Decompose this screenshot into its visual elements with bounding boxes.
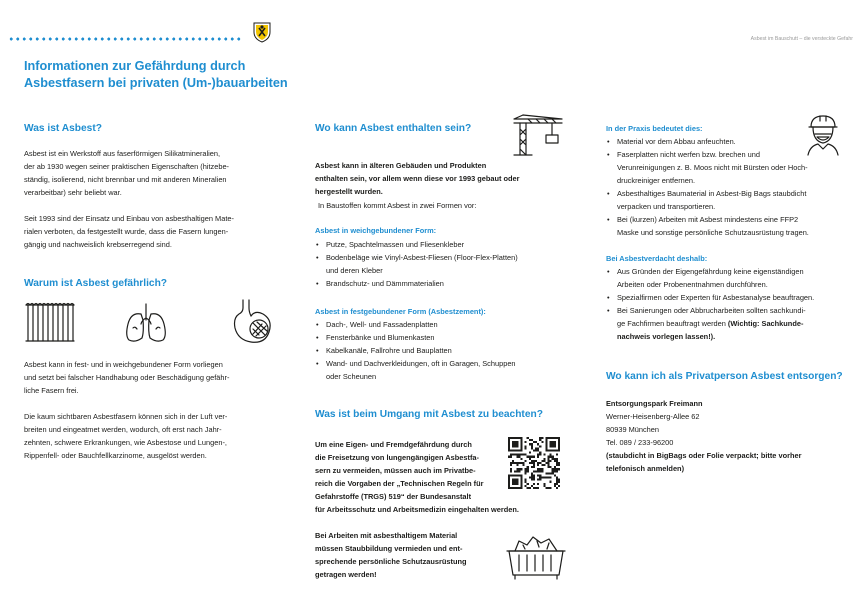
dotted-header-line — [8, 37, 243, 41]
suspicion-list — [606, 265, 814, 343]
disposal-address — [606, 397, 801, 475]
where-contained-heading: Wo kann Asbest enthalten sein? — [315, 123, 472, 134]
list-item: • Faserplatten nicht werfen bzw. brechen und Verunreinigungen z. B. Moos nicht mit Bürsten oder Hoch- druckreiniger entfernen. — [606, 148, 809, 187]
page-title-line: Informationen zur Gefährdung durch — [24, 59, 246, 73]
tower-crane-icon — [512, 113, 564, 157]
what-is-asbestos-heading: Was ist Asbest? — [24, 123, 102, 134]
list-item: • Asbesthaltiges Baumaterial in Asbest-Big Bags staubdicht verpacken und transportieren. — [606, 187, 809, 213]
weak-bound-list — [315, 238, 518, 290]
list-item: • Bei (kurzen) Arbeiten mit Asbest mindestens eine FFP2 Maske und sonstige persönliche Schutzausrüstung tragen. — [606, 213, 809, 239]
what-is-asbestos-paragraph-2: Seit 1993 sind der Einsatz und Einbau von asbesthaltigen Mate- rialen verboten, da festgestellt wurde, dass die Fasern lungen- gängig und nachweislich krebserregend sind. — [24, 214, 234, 249]
corrugated-sheet-icon — [24, 302, 76, 344]
practice-subheading: In der Praxis bedeutet dies: — [606, 124, 703, 133]
list-item: • Bei Sanierungen oder Abbrucharbeiten sollten sachkundi- ge Fachfirmen beauftragt werden (Wichtig: Sachkunde- nachweis vorlegen lassen!). — [606, 304, 814, 343]
handling-paragraph-2: Bei Arbeiten mit asbesthaltigem Material müssen Staubbildung vermieden und ent- sprechende persönliche Schutzausrüstung getragen werden! — [315, 531, 467, 579]
disposal-heading: Wo kann ich als Privatperson Asbest entsorgen? — [606, 371, 843, 382]
where-contained-intro: In Baustoffen kommt Asbest in zwei Formen vor: — [318, 201, 477, 210]
list-item: • Dach-, Well- und Fassadenplatten — [315, 318, 516, 331]
solid-bound-list — [315, 318, 516, 383]
list-item-line: ge Fachfirmen beauftragt werden (Wichtig: Sachkunde- — [617, 319, 804, 328]
facility-city: 80939 München — [606, 425, 660, 434]
suspicion-subheading: Bei Asbestverdacht deshalb: — [606, 254, 708, 263]
why-dangerous-paragraph-2: Die kaum sichtbaren Asbestfasern können sich in der Luft ver- breiten und eingeatmet werden, wodurch, oft erst nach Jahr- zehnten, schwere Erkrankungen, wie Asbestose und Lungen-, Rippenfell- oder Bauchfellkarzinome, ausgelöst werden. — [24, 412, 228, 460]
list-item: • Brandschutz- und Dämmmaterialien — [315, 277, 518, 290]
list-item: • Kabelkanäle, Fallrohre und Bauplatten — [315, 344, 516, 357]
waste-container-icon — [505, 531, 567, 581]
handling-heading: Was ist beim Umgang mit Asbest zu beachten? — [315, 409, 543, 420]
where-contained-bold-paragraph: Asbest kann in älteren Gebäuden und Produkten enthalten sein, vor allem wenn diese vor 1993 gebaut oder hergestellt wurden. — [315, 161, 520, 196]
page-title — [24, 58, 324, 92]
list-item: • Material vor dem Abbau anfeuchten. — [606, 135, 809, 148]
list-item: • Spezialfirmen oder Experten für Asbestanalyse beauftragen. — [606, 291, 814, 304]
handling-paragraph-1: Um eine Eigen- und Fremdgefährdung durch die Freisetzung von lungengängigen Asbestfa- sern zu vermeiden, müssen auch im Privatbe- reich die Vorgaben der „Technischen Regeln für Gefahrstoffe (TRGS) 519“ der Bundesanstalt für Arbeitsschutz und Arbeitsmedizin eingehalten werden. — [315, 440, 519, 514]
practice-list — [606, 135, 809, 239]
why-dangerous-heading: Warum ist Asbest gefährlich? — [24, 278, 168, 289]
lungs-icon — [123, 302, 169, 344]
facility-note: (staubdicht in BigBags oder Folie verpackt; bitte vorher — [606, 451, 802, 460]
why-dangerous-paragraph-1: Asbest kann in fest- und in weichgebundener Form vorliegen und setzt bei falscher Handhabung oder Beschädigung gefähr- liche Fasern frei. — [24, 360, 230, 395]
page-title-line: Asbestfasern bei privaten (Um-)bauarbeiten — [24, 76, 288, 90]
running-head: Asbest im Bauschutt – die versteckte Gefahr — [750, 36, 853, 42]
list-item: • Bodenbeläge wie Vinyl-Asbest-Fliesen (Floor-Flex-Platten) und deren Kleber — [315, 251, 518, 277]
facility-name: Entsorgungspark Freimann — [606, 399, 703, 408]
protective-mask-worker-icon — [806, 113, 840, 157]
stomach-icon — [229, 298, 275, 346]
what-is-asbestos-paragraph-1: Asbest ist ein Werkstoff aus faserförmigen Silikatmineralien, der ab 1930 wegen seiner praktischen Eigenschaften (hitzebe- ständig, isolierend, nicht brennbar und mit anderen Mineralien verarbeitbar) sehr beliebt war. — [24, 149, 230, 197]
list-item: • Putze, Spachtelmassen und Fliesenkleber — [315, 238, 518, 251]
weak-bound-subheading: Asbest in weichgebundener Form: — [315, 226, 437, 235]
qr-code-icon[interactable] — [508, 437, 560, 489]
facility-note: telefonisch anmelden) — [606, 464, 685, 473]
list-item: • Wand- und Dachverkleidungen, oft in Garagen, Schuppen oder Scheunen — [315, 357, 516, 383]
solid-bound-subheading: Asbest in festgebundener Form (Asbestzement): — [315, 307, 486, 316]
facility-street: Werner-Heisenberg-Allee 62 — [606, 412, 700, 421]
municipal-logo-icon — [253, 21, 271, 43]
list-item: • Fensterbänke und Blumenkasten — [315, 331, 516, 344]
facility-phone[interactable]: Tel. 089 / 233-96200 — [606, 438, 674, 447]
list-item: • Aus Gründen der Eigengefährdung keine eigenständigen Arbeiten oder Probenentnahmen durchführen. — [606, 265, 814, 291]
